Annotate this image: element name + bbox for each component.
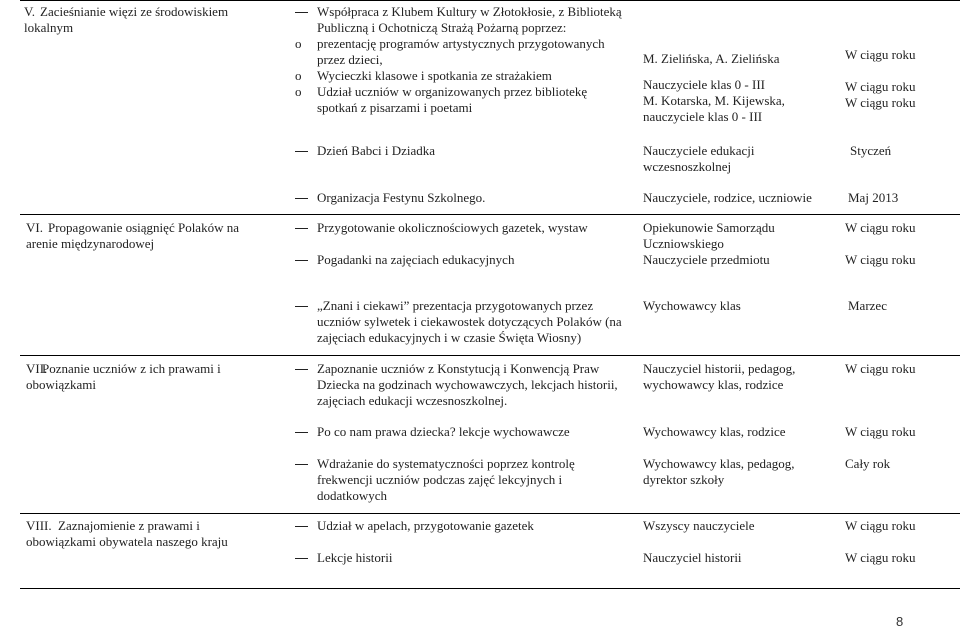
page-number: 8 [896,614,904,629]
row7-resp: Wychowawcy klas, rodzice [643,424,786,439]
row6-task: Zapoznanie uczniów z Konstytucją i Konwencją Praw Dziecka na godzinach wychowawczych, lekcjach historii, zajęciach edukacji wczesnoszkolnej. [295,361,625,409]
row9-date-1: W ciągu roku [845,518,916,533]
row1-resp-1: M. Zielińska, A. Zielińska [643,51,780,66]
row1-resp-2: Nauczyciele klas 0 - III [643,77,765,92]
row1-date-3: W ciągu roku [845,95,916,110]
row7-task: Po co nam prawa dziecka? lekcje wychowawcze [295,424,625,440]
table-rule-section-vi [20,214,960,215]
row1-task [295,4,625,116]
row4-date-1: W ciągu roku [845,220,916,235]
row5-task: „Znani i ciekawi” prezentacja przygotowanych przez uczniów sylwetek i ciekawostek dotyczących Polaków (na zajęciach edukacyjnych i w czasie Święta Wiosny) [295,298,625,346]
row1-bullet-2: o Wycieczki klasowe i spotkania ze strażakiem [295,68,552,83]
table-rule-bottom [20,588,960,589]
row8-task: Wdrażanie do systematyczności poprzez kontrolę frekwencji uczniów podczas zajęć lekcyjnych i dodatkowych [295,456,625,504]
row7-date: W ciągu roku [845,424,916,439]
row3-date: Maj 2013 [848,190,899,205]
row9-resp-2: Nauczyciel historii [643,550,742,565]
row8-date: Cały rok [845,456,891,471]
row5-date: Marzec [848,298,887,313]
row4-task-1: Przygotowanie okolicznościowych gazetek, wystaw [295,220,625,236]
row9-task-1: Udział w apelach, przygotowanie gazetek [295,518,625,534]
row3-task: Organizacja Festynu Szkolnego. [295,190,625,206]
row6-resp: Nauczyciel historii, pedagog, wychowawcy klas, rodzice [643,361,796,392]
table-rule-section-viii [20,513,960,514]
table-rule-top [20,0,960,1]
row2-date: Styczeń [850,143,892,158]
row1-bullet-3: o Udział uczniów w organizowanych przez bibliotekę spotkań z pisarzami i poetami [295,84,588,115]
section-vii-title: VII.Poznanie uczniów z ich prawami i obowiązkami [26,361,221,392]
row9-resp-1: Wszyscy nauczyciele [643,518,755,533]
row1-date-1: W ciągu roku [845,47,916,62]
section-vi-title: VI. Propagowanie osiągnięć Polaków na arenie międzynarodowej [26,220,239,251]
row1-bullet-1: o prezentację programów artystycznych przygotowanych przez dzieci, [295,36,605,67]
row4-resp-2: Nauczyciele przedmiotu [643,252,770,267]
row4-date-2: W ciągu roku [845,252,916,267]
row1-task-intro: Współpraca z Klubem Kultury w Złotokłosie, z Biblioteką Publiczną i Ochotniczą Strażą Pożarną poprzez: [295,4,625,36]
row4-resp-1: Opiekunowie Samorządu Uczniowskiego [643,220,775,251]
section-viii-title: VIII. Zaznajomienie z prawami i obowiązkami obywatela naszego kraju [26,518,228,549]
row5-resp: Wychowawcy klas [643,298,741,313]
row2-task: Dzień Babci i Dziadka [295,143,625,159]
row8-resp: Wychowawcy klas, pedagog, dyrektor szkoły [643,456,795,487]
row3-resp: Nauczyciele, rodzice, uczniowie [643,190,812,205]
row4-task-2: Pogadanki na zajęciach edukacyjnych [295,252,625,268]
row1-date-2: W ciągu roku [845,79,916,94]
row2-resp: Nauczyciele edukacji wczesnoszkolnej [643,143,755,174]
row9-task-2: Lekcje historii [295,550,625,566]
section-v-title: V. Zacieśnianie więzi ze środowiskiem lokalnym [24,4,229,35]
row9-date-2: W ciągu roku [845,550,916,565]
row6-date: W ciągu roku [845,361,916,376]
row1-resp-3: M. Kotarska, M. Kijewska, nauczyciele klas 0 - III [643,93,785,124]
table-rule-section-vii [20,355,960,356]
